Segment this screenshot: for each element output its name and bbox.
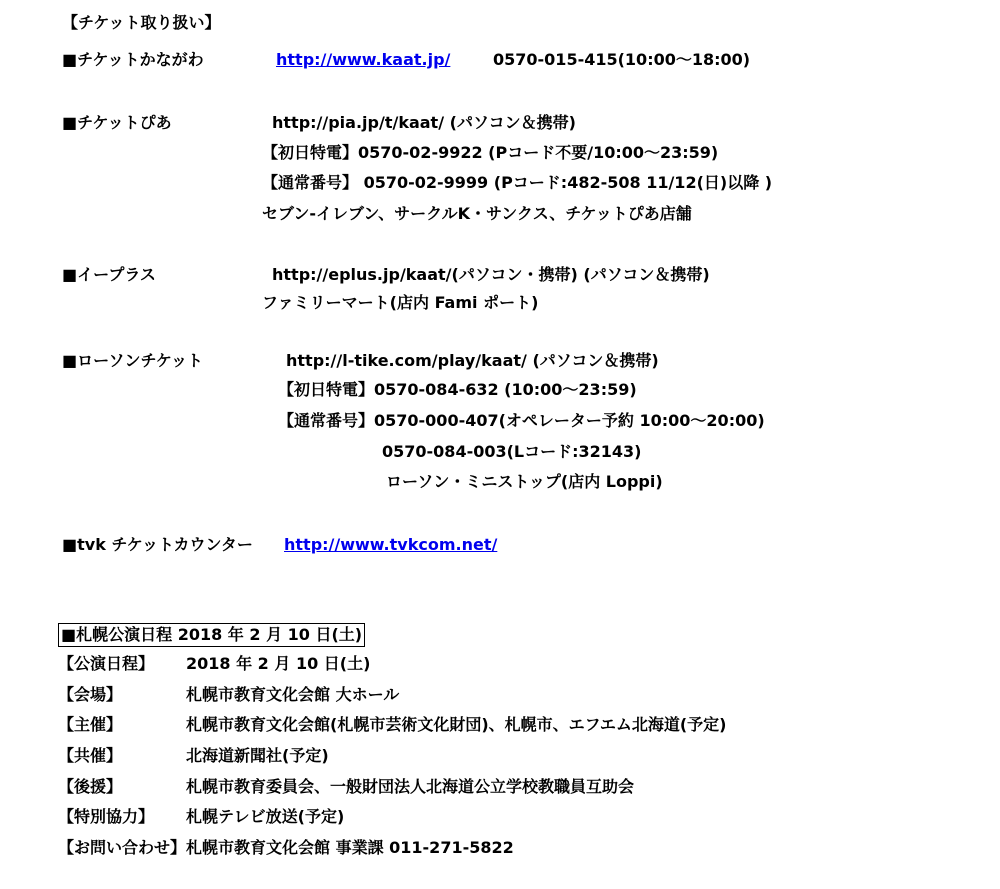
sapporo-row-value: 北海道新聞社(予定) xyxy=(186,746,329,765)
sapporo-row-value: 札幌テレビ放送(予定) xyxy=(186,807,345,826)
sapporo-inquiry: 【お問い合わせ】札幌市教育文化会館 事業課 011-271-5822 xyxy=(58,838,514,857)
kanagawa-link[interactable]: http://www.kaat.jp/ xyxy=(276,50,451,69)
lawson-url-line xyxy=(286,350,659,372)
lawson-line2: 【通常番号】0570-000-407(オペレーター予約 10:00～20:00) xyxy=(278,411,765,430)
tvk-link[interactable]: http://www.tvkcom.net/ xyxy=(284,535,498,554)
lawson-line4: ローソン・ミニストップ(店内 Loppi) xyxy=(386,472,663,491)
lawson-url: http://l-tike.com/play/kaat/ xyxy=(286,351,527,370)
sapporo-row-value: 札幌市教育文化会館(札幌市芸術文化財団)、札幌市、エフエム北海道(予定) xyxy=(186,715,727,734)
eplus-line1: ファミリーマート(店内 Fami ポート) xyxy=(262,293,539,312)
lawson-label: ■ローソンチケット xyxy=(62,351,204,370)
pia-line3: セブン-イレブン、サークルK・サンクス、チケットぴあ店舗 xyxy=(262,204,692,223)
sapporo-row-label: 【特別協力】 xyxy=(58,807,155,826)
eplus-label: ■イープラス xyxy=(62,265,156,284)
sapporo-row-label: 【後援】 xyxy=(58,777,123,796)
pia-label: ■チケットぴあ xyxy=(62,113,172,132)
lawson-line3: 0570-084-003(Lコード:32143) xyxy=(382,442,642,461)
tvk-label: ■tvk チケットカウンター xyxy=(62,535,253,554)
sapporo-row-label: 【共催】 xyxy=(58,746,123,765)
kanagawa-label: ■チケットかながわ xyxy=(62,50,204,69)
sapporo-row-value: 札幌市教育文化会館 大ホール xyxy=(186,685,400,704)
ticket-heading: 【チケット取り扱い】 xyxy=(62,13,221,32)
sapporo-row-value: 札幌市教育委員会、一般財団法人北海道公立学校教職員互助会 xyxy=(186,777,635,796)
sapporo-row-label: 【会場】 xyxy=(58,685,123,704)
eplus-url-line xyxy=(272,264,710,286)
lawson-device: (パソコン＆携帯) xyxy=(532,351,659,370)
pia-url-line xyxy=(272,112,576,134)
kanagawa-phone xyxy=(493,49,750,71)
pia-url: http://pia.jp/t/kaat/ xyxy=(272,113,445,132)
pia-line2: 【通常番号】 0570-02-9999 (Pコード:482-508 11/12(日)以降 ) xyxy=(262,173,773,192)
eplus-url: http://eplus.jp/kaat/ xyxy=(272,265,452,284)
sapporo-row-label: 【公演日程】 xyxy=(58,654,155,673)
kanagawa-phone-number: 0570-015-415 xyxy=(493,50,618,69)
sapporo-row-value: 2018 年 2 月 10 日(土) xyxy=(186,654,371,673)
kanagawa-hours: (10:00～18:00) xyxy=(617,50,751,69)
pia-device: (パソコン＆携帯) xyxy=(449,113,576,132)
lawson-line1: 【初日特電】0570-084-632 (10:00～23:59) xyxy=(278,380,637,399)
pia-line1: 【初日特電】0570-02-9922 (Pコード不要/10:00～23:59) xyxy=(262,143,719,162)
eplus-device: (パソコン・携帯) (パソコン＆携帯) xyxy=(451,265,710,284)
sapporo-heading: ■札幌公演日程 2018 年 2 月 10 日(土) xyxy=(58,623,365,647)
sapporo-row-label: 【主催】 xyxy=(58,715,123,734)
